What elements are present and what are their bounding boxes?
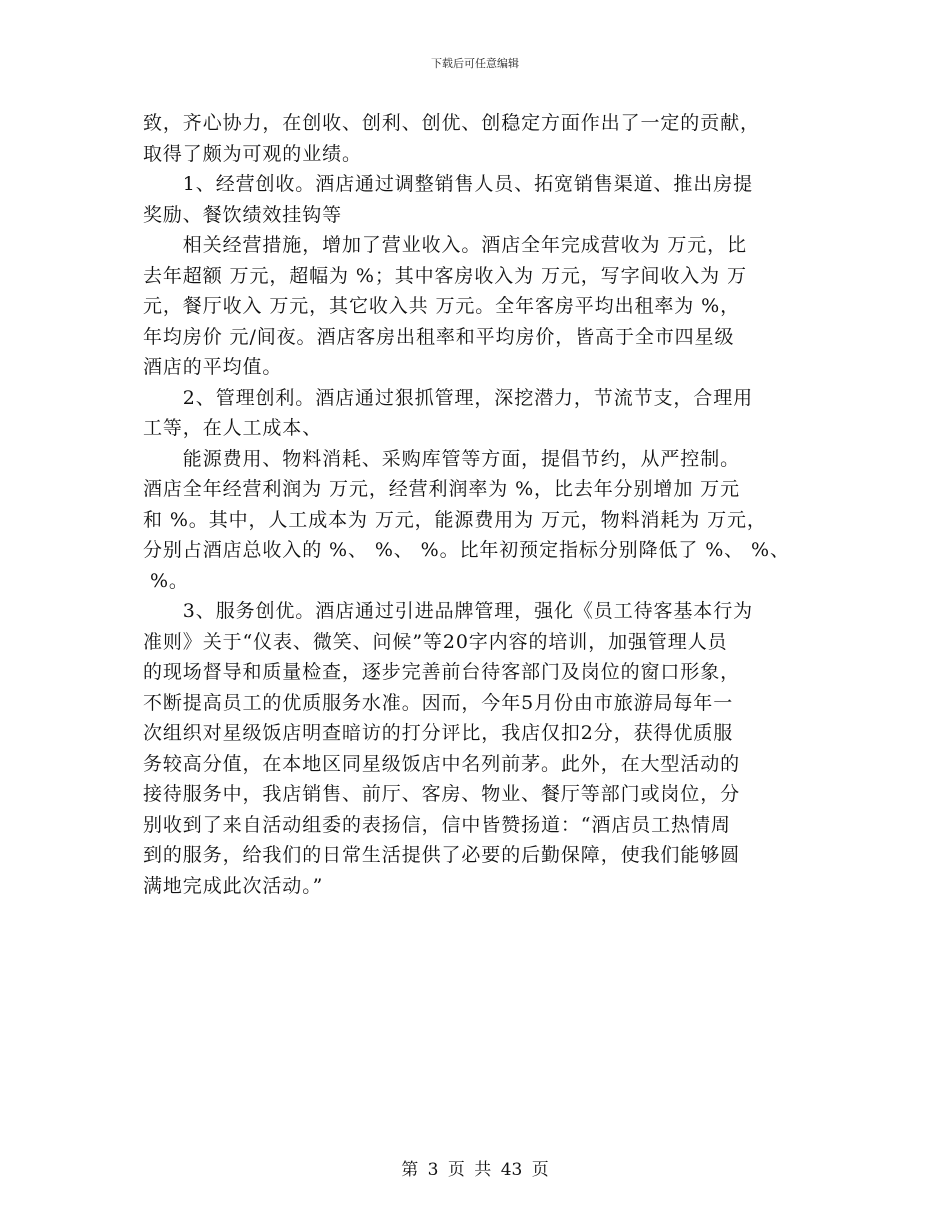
text-line: 不断提高员工的优质服务水准。因而，今年5月份由市旅游局每年一	[143, 691, 734, 714]
text-line: 2、管理创利。酒店通过狠抓管理，深挖潜力，节流节支，合理用	[143, 386, 753, 409]
text-line: 元，餐厅收入 万元，其它收入共 万元。全年客房平均出租率为 %，	[143, 295, 740, 317]
text-line: 准则》关于“仪表、微笑、问候”等20字内容的培训，加强管理人员	[143, 630, 728, 653]
text-line: 到的服务，给我们的日常生活提供了必要的后勤保障，使我们能够圆	[143, 844, 741, 866]
text-line: 酒店的平均值。	[143, 356, 283, 378]
text-line: 分别占酒店总收入的 %、 %、 %。比年初预定指标分别降低了 %、 %、	[143, 539, 790, 561]
page-number-footer: 第 3 页 共 43 页	[401, 1160, 549, 1180]
document-body	[143, 108, 813, 901]
text-line: 和 %。其中，人工成本为 万元，能源费用为 万元，物料消耗为 万元，	[143, 508, 767, 531]
text-line: 满地完成此次活动。”	[143, 874, 324, 897]
text-line: 年均房价 元/间夜。酒店客房出租率和平均房价，皆高于全市四星级	[143, 325, 735, 348]
text-line: 别收到了来自活动组委的表扬信，信中皆赞扬道：“酒店员工热情周	[143, 813, 731, 836]
text-line: 去年超额 万元，超幅为 %；其中客房收入为 万元，写字间收入为 万	[143, 264, 747, 287]
text-line: 工等，在人工成本、	[143, 417, 323, 439]
text-line: 酒店全年经营利润为 万元，经营利润率为 %，比去年分别增加 万元	[143, 478, 740, 500]
text-line: 的现场督导和质量检查，逐步完善前台待客部门及岗位的窗口形象，	[143, 661, 741, 683]
text-line: 能源费用、物料消耗、采购库管等方面，提倡节约，从严控制。	[143, 447, 741, 470]
text-line: 奖励、餐饮绩效挂钩等	[143, 203, 343, 226]
text-line: 3、服务创优。酒店通过引进品牌管理，强化《员工待客基本行为	[143, 600, 753, 622]
text-line: 相关经营措施，增加了营业收入。酒店全年完成营收为 万元，比	[143, 234, 747, 256]
text-line: %。	[143, 569, 189, 592]
text-line: 1、经营创收。酒店通过调整销售人员、拓宽销售渠道、推出房提	[143, 173, 753, 195]
text-line: 取得了颇为可观的业绩。	[143, 142, 362, 165]
page-header: 下载后可任意编辑	[431, 57, 519, 70]
text-line: 次组织对星级饭店明查暗访的打分评比，我店仅扣2分，获得优质服	[143, 722, 734, 744]
text-line: 致，齐心协力，在创收、创利、创优、创稳定方面作出了一定的贡献，	[143, 112, 760, 134]
text-line: 接待服务中，我店销售、前厅、客房、物业、餐厅等部门或岗位，分	[143, 783, 741, 805]
text-line: 务较高分值，在本地区同星级饭店中名列前茅。此外，在大型活动的	[143, 752, 741, 775]
